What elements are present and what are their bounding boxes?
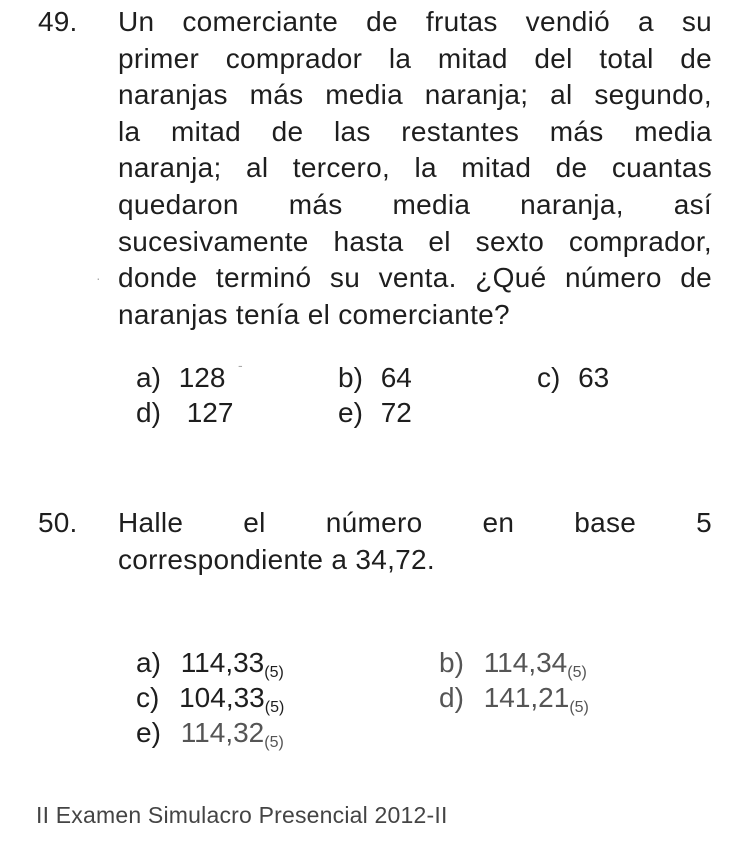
question-49-option-d (136, 396, 233, 430)
question-49-option-a (136, 361, 225, 395)
question-49-line: la mitad de las restantes más media (118, 115, 712, 147)
option-letter: e) (136, 717, 161, 748)
option-letter: b) (439, 647, 464, 678)
base-subscript: (5) (569, 699, 589, 716)
option-letter: b) (338, 362, 363, 393)
question-49-line: naranjas tenía el comerciante? (118, 298, 510, 330)
question-50-option-a (136, 646, 284, 680)
question-49-line: quedaron más media naranja, así (118, 188, 712, 220)
option-letter: a) (136, 362, 161, 393)
base-subscript: (5) (567, 664, 587, 681)
question-49-line: sucesivamente hasta el sexto comprador, (118, 225, 712, 257)
option-letter: a) (136, 647, 161, 678)
question-50-line: Halle el número en base 5 (118, 507, 712, 538)
option-value: 104,33 (179, 682, 265, 713)
question-50-option-d (439, 681, 589, 715)
question-49-line: donde terminó su venta. ¿Qué número de (118, 262, 712, 294)
question-49-line: Un comerciante de frutas vendió a su (118, 6, 712, 37)
option-letter: e) (338, 397, 363, 428)
question-49-option-b (338, 361, 412, 395)
scan-mark: - (238, 357, 243, 373)
scan-mark: · (96, 270, 101, 286)
option-letter: d) (439, 682, 464, 713)
question-49-number: 49. (38, 6, 78, 37)
question-49-line: naranja; al tercero, la mitad de cuantas (118, 152, 712, 184)
exam-footer: II Examen Simulacro Presencial 2012-II (36, 802, 448, 828)
question-49-option-e (338, 396, 412, 430)
option-letter: d) (136, 397, 161, 428)
option-letter: c) (136, 682, 160, 713)
option-value: 72 (380, 397, 412, 428)
option-value: 141,21 (483, 682, 570, 713)
option-value: 114,33 (180, 647, 265, 678)
option-value: 64 (380, 362, 412, 393)
question-50-option-b (439, 646, 587, 680)
question-50-number: 50. (38, 507, 78, 538)
question-50-line: correspondiente a 34,72. (118, 543, 435, 575)
question-49-text (118, 4, 712, 333)
question-50-option-e (136, 716, 284, 750)
question-49-option-c (537, 361, 609, 395)
base-subscript: (5) (264, 699, 285, 716)
option-value: 127 (186, 397, 234, 428)
base-subscript: (5) (264, 734, 284, 751)
base-subscript: (5) (264, 664, 284, 681)
option-value: 63 (578, 362, 610, 393)
option-value: 114,34 (483, 647, 568, 678)
question-49-line: primer comprador la mitad del total de (118, 42, 712, 74)
question-49-line: naranjas más media naranja; al segundo, (118, 79, 712, 111)
option-value: 114,32 (180, 717, 265, 748)
question-50-text (118, 505, 712, 578)
option-value: 128 (178, 362, 226, 393)
option-letter: c) (537, 362, 561, 393)
question-50-option-c (136, 681, 284, 715)
